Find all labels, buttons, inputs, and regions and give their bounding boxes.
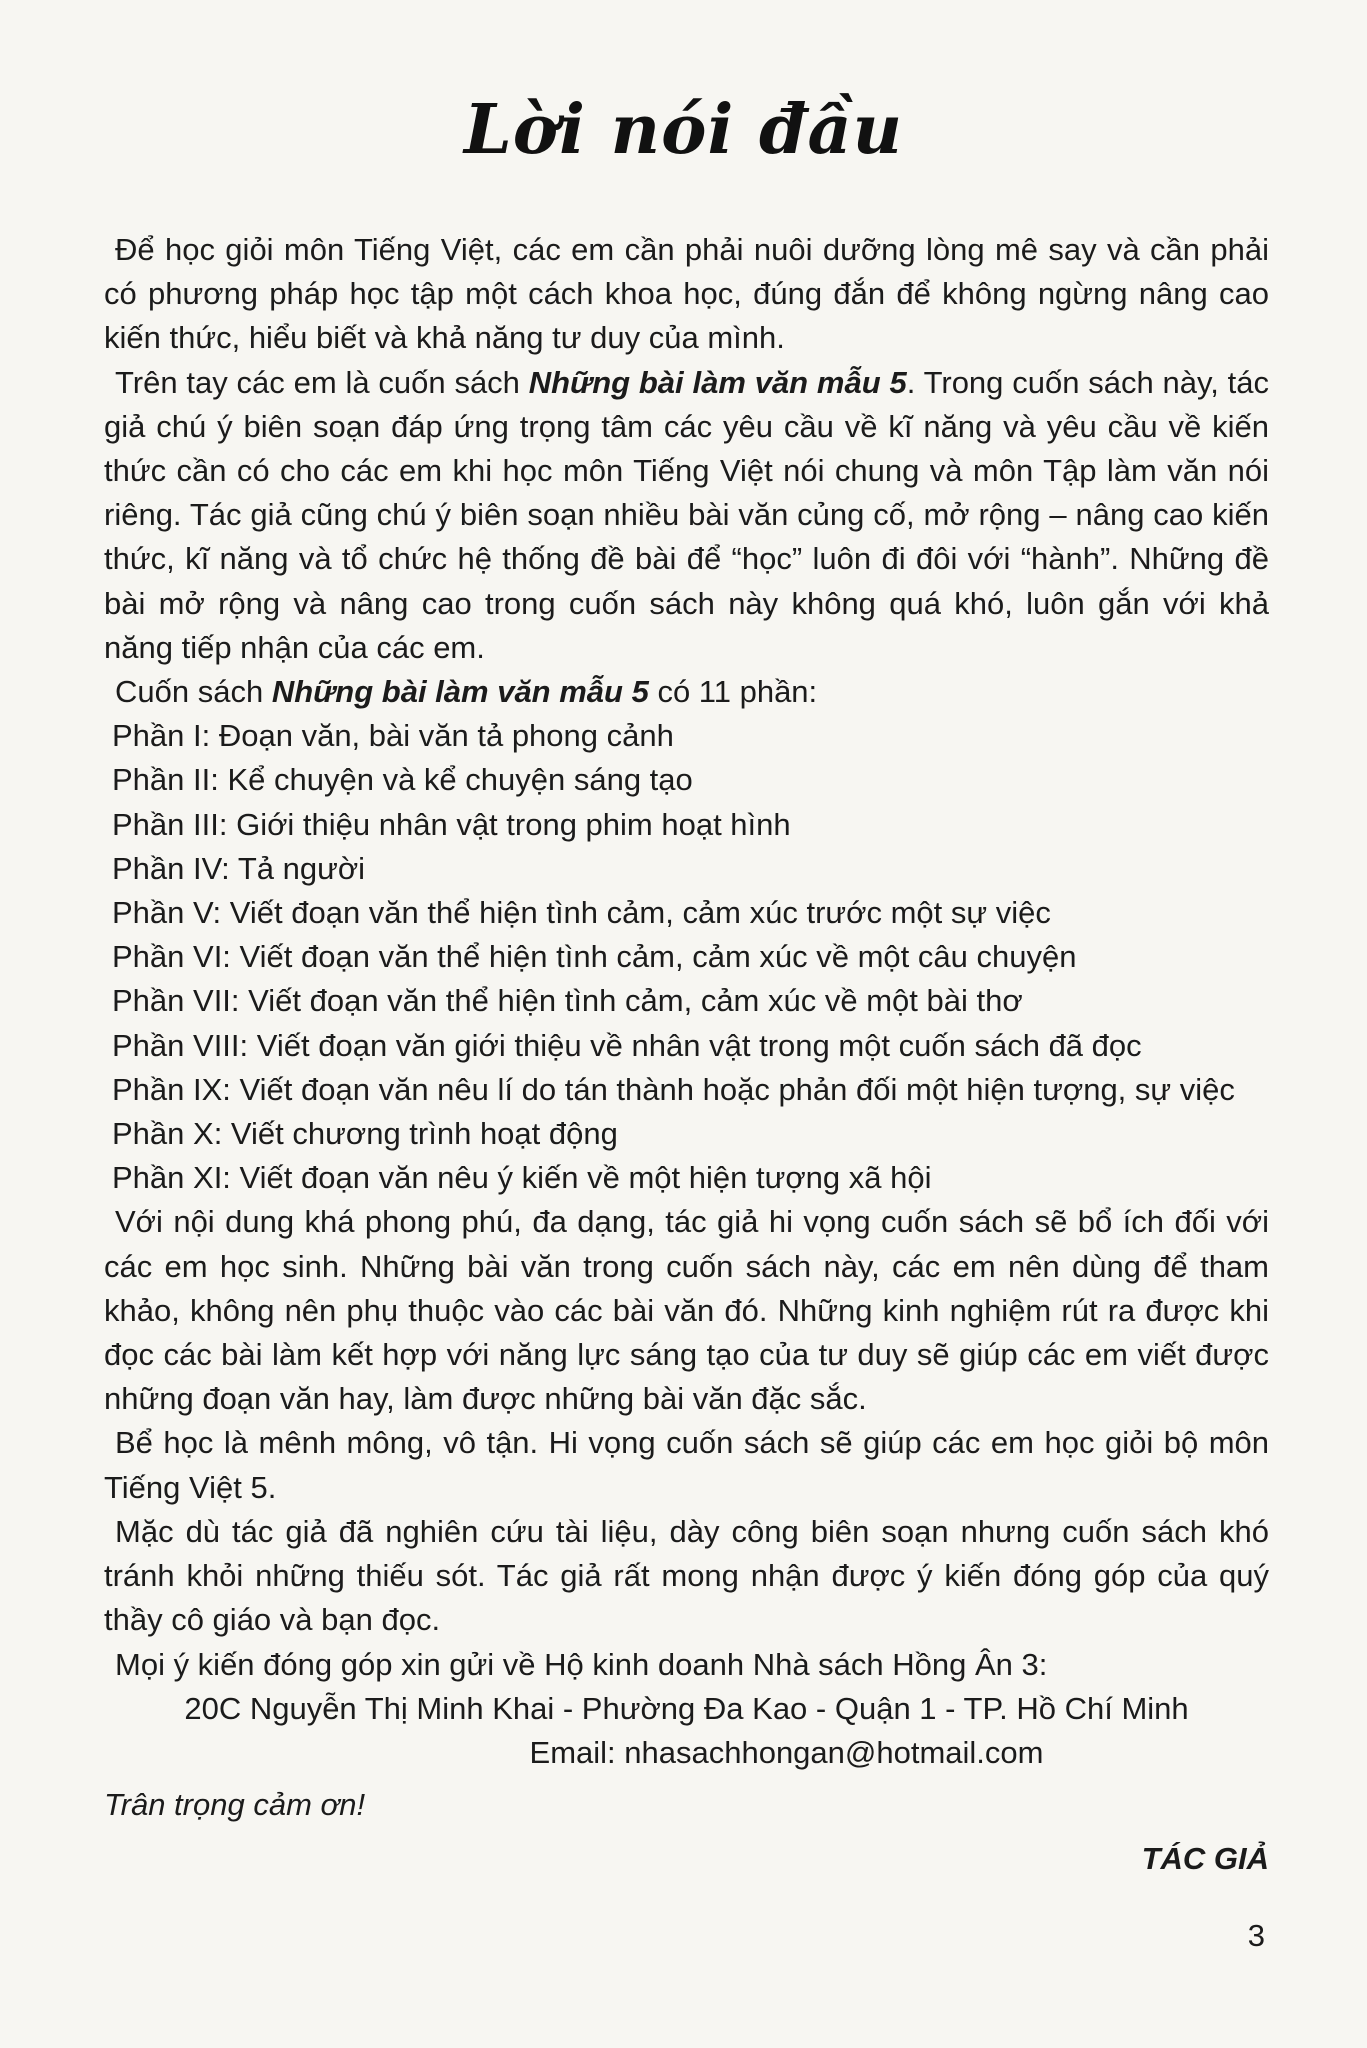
paragraph-parts-intro xyxy=(104,670,1269,714)
list-item: Phần IV: Tả người xyxy=(112,850,366,886)
parts-list xyxy=(104,714,1269,1200)
paragraph-intro: Để học giỏi môn Tiếng Việt, các em cần phải nuôi dưỡng lòng mê say và cần phải có phương pháp học tập một cách khoa học, đúng đắn để không ngừng nâng cao kiến thức, hiểu biết và khả năng tư duy của mình. xyxy=(104,232,1269,356)
author-signature: TÁC GIẢ xyxy=(1141,1841,1269,1877)
p3-after: có 11 phần: xyxy=(648,674,818,710)
paragraph-feedback: Mặc dù tác giả đã nghiên cứu tài liệu, dày công biên soạn nhưng cuốn sách khó tránh khỏi những thiếu sót. Tác giả rất mong nhận được ý kiến đóng góp của quý thầy cô giáo và bạn đọc. xyxy=(104,1513,1269,1638)
list-item: Phần V: Viết đoạn văn thể hiện tình cảm, cảm xúc trước một sự việc xyxy=(112,895,1051,931)
paragraph-hope: Bể học là mênh mông, vô tận. Hi vọng cuốn sách sẽ giúp các em học giỏi bộ môn Tiếng Việt 5. xyxy=(104,1425,1269,1505)
list-item: Phần IX: Viết đoạn văn nêu lí do tán thành hoặc phản đối một hiện tượng, sự việc xyxy=(112,1071,1235,1107)
publisher-email: Email: nhasachhongan@hotmail.com xyxy=(529,1734,1044,1770)
p2-before: Trên tay các em là cuốn sách xyxy=(115,364,529,400)
preface-body xyxy=(104,228,1269,1882)
list-item: Phần I: Đoạn văn, bài văn tả phong cảnh xyxy=(112,718,674,754)
paragraph-usage: Với nội dung khá phong phú, đa dạng, tác giả hi vọng cuốn sách sẽ bổ ích đối với các em học sinh. Những bài văn trong cuốn sách này, các em nên dùng để tham khảo, không nên phụ thuộc vào các bài văn đó. Những kinh nghiệm rút ra được khi đọc các bài làm kết hợp với năng lực sáng tạo của tư duy sẽ giúp các em viết được những đoạn văn hay, làm được những bài văn đặc sắc. xyxy=(104,1204,1269,1417)
book-title: Những bài làm văn mẫu 5 xyxy=(271,674,649,710)
closing-thanks: Trân trọng cảm ơn! xyxy=(104,1787,366,1823)
list-item: Phần VII: Viết đoạn văn thể hiện tình cảm, cảm xúc về một bài thơ xyxy=(112,983,1023,1019)
page-title xyxy=(0,90,1367,170)
list-item: Phần VIII: Viết đoạn văn giới thiệu về nhân vật trong một cuốn sách đã đọc xyxy=(112,1027,1142,1063)
list-item: Phần X: Viết chương trình hoạt động xyxy=(112,1116,618,1152)
p2-after: . Trong cuốn sách này, tác giả chú ý biên soạn đáp ứng trọng tâm các yêu cầu về kĩ năng và yêu cầu về kiến thức cần có cho các em khi học môn Tiếng Việt nói chung và môn Tập làm văn nói riêng. Tác giả cũng chú ý biên soạn nhiều bài văn củng cố, mở rộng – nâng cao kiến thức, kĩ năng và tổ chức hệ thống đề bài để “học” luôn đi đôi với “hành”. Những đề bài mở rộng và nâng cao trong cuốn sách này không quá khó, luôn gắn với khả năng tiếp nhận của các em. xyxy=(104,364,1269,665)
book-title: Những bài làm văn mẫu 5 xyxy=(528,364,907,400)
list-item: Phần III: Giới thiệu nhân vật trong phim hoạt hình xyxy=(112,806,791,842)
paragraph-book-description xyxy=(104,361,1269,670)
list-item: Phần VI: Viết đoạn văn thể hiện tình cảm, cảm xúc về một câu chuyện xyxy=(112,939,1077,975)
publisher-address: 20C Nguyễn Thị Minh Khai - Phường Đa Kao - Quận 1 - TP. Hồ Chí Minh xyxy=(184,1690,1189,1726)
p3-before: Cuốn sách xyxy=(115,674,272,710)
list-item: Phần II: Kể chuyện và kể chuyện sáng tạo xyxy=(112,762,693,798)
paragraph-contact: Mọi ý kiến đóng góp xin gửi về Hộ kinh doanh Nhà sách Hồng Ân 3: xyxy=(115,1646,1048,1682)
title-text: Lời nói đầu xyxy=(463,90,904,170)
page-number: 3 xyxy=(1247,1918,1265,1953)
list-item: Phần XI: Viết đoạn văn nêu ý kiến về một hiện tượng xã hội xyxy=(112,1160,932,1196)
